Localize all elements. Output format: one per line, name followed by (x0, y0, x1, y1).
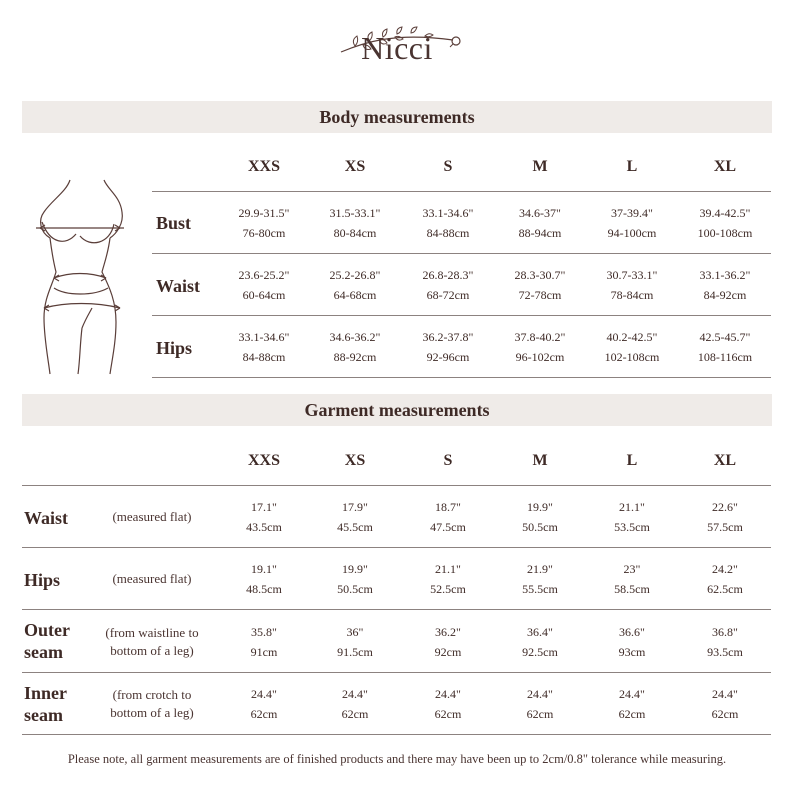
table-cell: 24.4" 62cm (526, 687, 554, 721)
table-cell: 24.4" 62cm (341, 687, 369, 721)
table-cell: 23" 58.5cm (614, 562, 650, 596)
garment-row-hips-note: (measured flat) (112, 571, 192, 586)
garment-size-xs: XS (344, 452, 366, 469)
table-cell: 36.4" 92.5cm (522, 625, 558, 659)
divider (22, 734, 771, 735)
divider (22, 609, 771, 610)
garment-row-waist-note: (measured flat) (112, 509, 192, 524)
body-measurements-title: Body measurements (22, 101, 772, 133)
table-cell: 36.6" 93cm (618, 625, 646, 659)
table-cell: 24.4" 62cm (434, 687, 462, 721)
body-silhouette-icon (30, 178, 130, 376)
table-cell: 22.6" 57.5cm (707, 500, 743, 534)
table-cell: 21.1" 53.5cm (614, 500, 650, 534)
garment-row-outer-seam-note: (from waistline to bottom of a leg) (105, 625, 199, 658)
table-cell: 35.8" 91cm (250, 625, 278, 659)
table-cell: 29.9-31.5" 76-80cm (238, 206, 290, 240)
table-cell: 18.7" 47.5cm (430, 500, 466, 534)
divider (22, 485, 771, 486)
table-cell: 40.2-42.5" 102-108cm (604, 330, 660, 364)
table-cell: 21.1" 52.5cm (430, 562, 466, 596)
garment-size-l: L (626, 452, 638, 469)
table-cell: 30.7-33.1" 78-84cm (606, 268, 658, 302)
table-cell: 24.2" 62.5cm (707, 562, 743, 596)
table-cell: 36.8" 93.5cm (707, 625, 743, 659)
divider (152, 191, 771, 192)
table-cell: 36" 91.5cm (337, 625, 373, 659)
garment-row-hips-label: Hips (24, 570, 61, 590)
garment-row-inner-seam-label: Inner seam (24, 683, 68, 725)
table-cell: 36.2" 92cm (434, 625, 462, 659)
garment-row-waist-label: Waist (24, 508, 69, 528)
divider (22, 672, 771, 673)
garment-row-outer-seam-label: Outer seam (24, 620, 70, 662)
garment-size-xl: XL (713, 452, 737, 469)
body-row-waist-label: Waist (156, 276, 201, 296)
body-row-hips-label: Hips (156, 338, 193, 358)
table-cell: 25.2-26.8" 64-68cm (329, 268, 381, 302)
garment-size-xxs: XXS (247, 452, 280, 469)
table-cell: 33.1-36.2" 84-92cm (699, 268, 751, 302)
table-cell: 17.9" 45.5cm (337, 500, 373, 534)
table-cell: 33.1-34.6" 84-88cm (238, 330, 290, 364)
body-size-xs: XS (344, 158, 366, 175)
body-size-xxs: XXS (247, 158, 280, 175)
table-cell: 24.4" 62cm (250, 687, 278, 721)
table-cell: 19.9" 50.5cm (522, 500, 558, 534)
table-cell: 24.4" 62cm (711, 687, 739, 721)
divider (152, 253, 771, 254)
body-size-m: M (532, 158, 548, 175)
divider (22, 547, 771, 548)
table-cell: 17.1" 43.5cm (246, 500, 282, 534)
divider (152, 377, 771, 378)
table-cell: 19.1" 48.5cm (246, 562, 282, 596)
body-size-l: L (626, 158, 638, 175)
divider (152, 315, 771, 316)
table-cell: 23.6-25.2" 60-64cm (238, 268, 290, 302)
table-cell: 19.9" 50.5cm (337, 562, 373, 596)
garment-size-m: M (532, 452, 548, 469)
table-cell: 31.5-33.1" 80-84cm (329, 206, 381, 240)
brand-name: Nicci (361, 30, 433, 66)
garment-size-s: S (443, 452, 453, 469)
table-cell: 42.5-45.7" 108-116cm (697, 330, 753, 364)
body-row-bust-label: Bust (156, 213, 192, 233)
garment-measurements-title: Garment measurements (22, 394, 772, 426)
table-cell: 34.6-37" 88-94cm (518, 206, 562, 240)
table-cell: 28.3-30.7" 72-78cm (514, 268, 566, 302)
table-cell: 37-39.4" 94-100cm (607, 206, 657, 240)
table-cell: 39.4-42.5" 100-108cm (697, 206, 753, 240)
body-size-s: S (443, 158, 453, 175)
table-cell: 33.1-34.6" 84-88cm (422, 206, 474, 240)
garment-row-inner-seam-note: (from crotch to bottom of a leg) (110, 687, 194, 720)
table-cell: 26.8-28.3" 68-72cm (422, 268, 474, 302)
footnote: Please note, all garment measurements are of finished products and there may have been up to 2cm/0.8" tolerance while measuring. (67, 752, 727, 766)
body-size-xl: XL (713, 158, 737, 175)
table-cell: 34.6-36.2" 88-92cm (329, 330, 381, 364)
table-cell: 36.2-37.8" 92-96cm (422, 330, 474, 364)
table-cell: 21.9" 55.5cm (522, 562, 558, 596)
table-cell: 37.8-40.2" 96-102cm (514, 330, 566, 364)
table-cell: 24.4" 62cm (618, 687, 646, 721)
